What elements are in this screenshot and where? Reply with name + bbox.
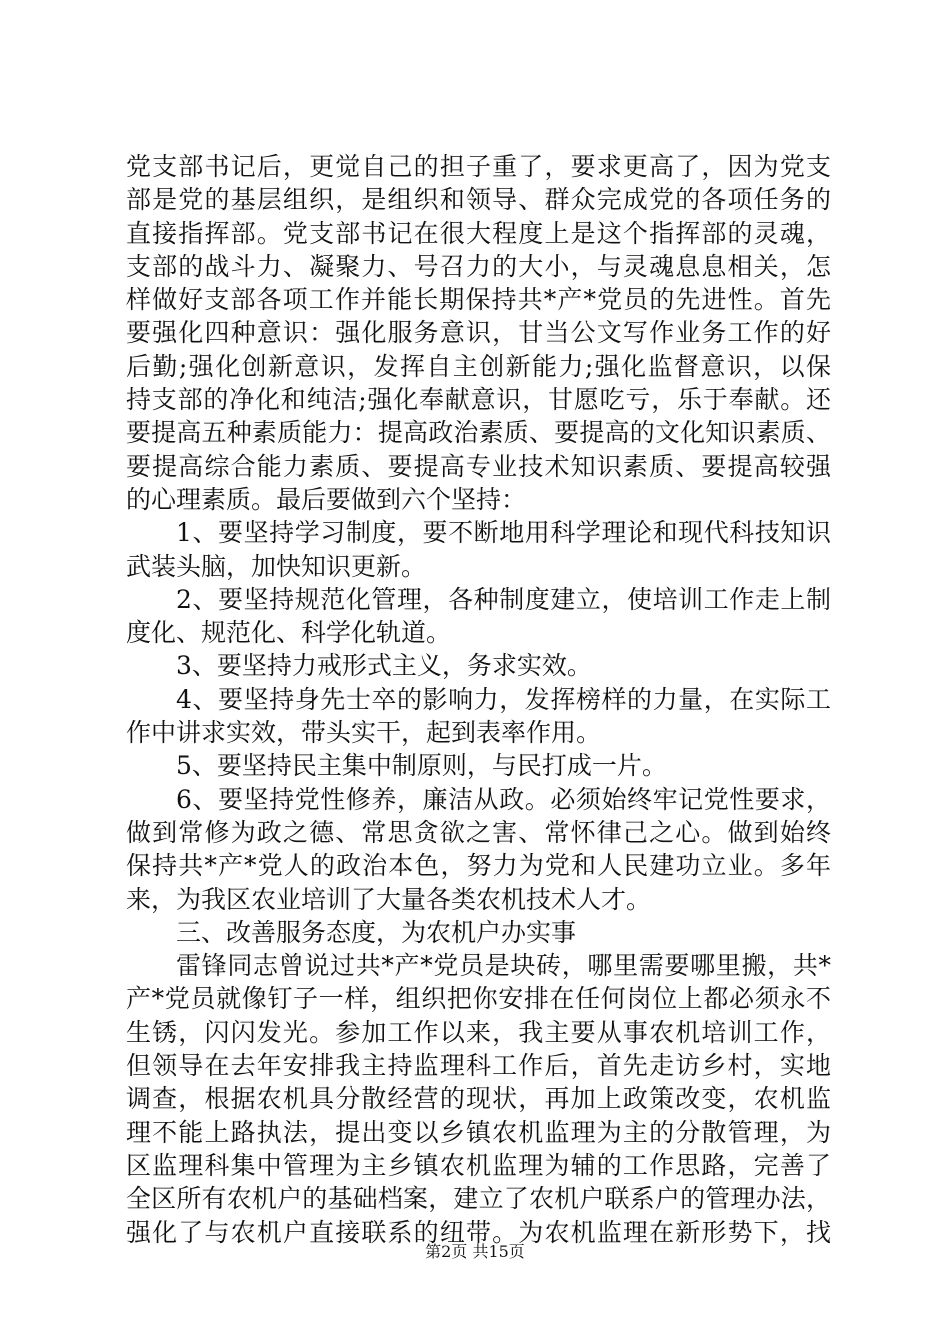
text-line: 党支部书记后，更觉自己的担子重了，要求更高了，因为党支	[126, 152, 831, 181]
text-line: 要提高五种素质能力：提高政治素质、要提高的文化知识素质、	[126, 418, 831, 448]
text-line: 后勤;强化创新意识，发挥自主创新能力;强化监督意识，以保	[126, 351, 831, 381]
text-line: 样做好支部各项工作并能长期保持共*产*党员的先进性。首先	[126, 285, 831, 315]
text-line: 理不能上路执法，提出变以乡镇农机监理为主的分散管理，为	[126, 1117, 831, 1147]
text-line: 强化了与农机户直接联系的纽带。为农机监理在新形势下，找	[126, 1217, 831, 1247]
text-line: 生锈，闪闪发光。参加工作以来，我主要从事农机培训工作，	[126, 1017, 831, 1047]
list-item-line: 5、要坚持民主集中制原则，与民打成一片。	[176, 751, 667, 781]
text-line: 的心理素质。最后要做到六个坚持：	[126, 484, 527, 514]
text-line: 要强化四种意识：强化服务意识，甘当公文写作业务工作的好	[126, 318, 831, 348]
text-line: 要提高综合能力素质、要提高专业技术知识素质、要提高较强	[126, 451, 831, 481]
list-item-line: 做到常修为政之德、常思贪欲之害、常怀律己之心。做到始终	[126, 817, 831, 847]
text-line: 调查，根据农机具分散经营的现状，再加上政策改变，农机监	[126, 1084, 831, 1114]
text-line: 持支部的净化和纯洁;强化奉献意识，甘愿吃亏，乐于奉献。还	[126, 385, 831, 415]
text-line: 雷锋同志曾说过共*产*党员是块砖，哪里需要哪里搬，共*	[176, 951, 831, 981]
text-line: 但领导在去年安排我主持监理科工作后，首先走访乡村，实地	[126, 1051, 831, 1081]
list-item-line: 1、要坚持学习制度，要不断地用科学理论和现代科技知识	[176, 518, 831, 548]
list-item-line: 武装头脑，加快知识更新。	[126, 551, 427, 581]
section-heading: 三、改善服务态度，为农机户办实事	[176, 917, 577, 947]
text-line: 直接指挥部。党支部书记在很大程度上是这个指挥部的灵魂，	[126, 218, 831, 248]
list-item-line: 度化、规范化、科学化轨道。	[126, 618, 452, 648]
page-number-footer: 第2页 共15页	[425, 1242, 525, 1261]
text-line: 部是党的基层组织，是组织和领导、群众完成党的各项任务的	[126, 185, 831, 215]
list-item-line: 作中讲求实效，带头实干，起到表率作用。	[126, 718, 602, 748]
text-line: 产*党员就像钉子一样，组织把你安排在任何岗位上都必须永不	[126, 984, 831, 1014]
list-item-line: 4、要坚持身先士卒的影响力，发挥榜样的力量，在实际工	[176, 684, 831, 714]
text-line: 区监理科集中管理为主乡镇农机监理为辅的工作思路，完善了	[126, 1150, 831, 1180]
list-item-line: 来，为我区农业培训了大量各类农机技术人才。	[126, 884, 652, 914]
document-body	[126, 150, 831, 1249]
list-item-line: 3、要坚持力戒形式主义，务求实效。	[176, 651, 592, 681]
text-line: 支部的战斗力、凝聚力、号召力的大小，与灵魂息息相关，怎	[126, 251, 831, 281]
list-item-line: 2、要坚持规范化管理，各种制度建立，使培训工作走上制	[176, 584, 831, 614]
list-item-line: 6、要坚持党性修养，廉洁从政。必须始终牢记党性要求，	[176, 784, 831, 814]
text-line: 全区所有农机户的基础档案，建立了农机户联系户的管理办法，	[126, 1184, 831, 1214]
list-item-line: 保持共*产*党人的政治本色，努力为党和人民建功立业。多年	[126, 851, 831, 881]
